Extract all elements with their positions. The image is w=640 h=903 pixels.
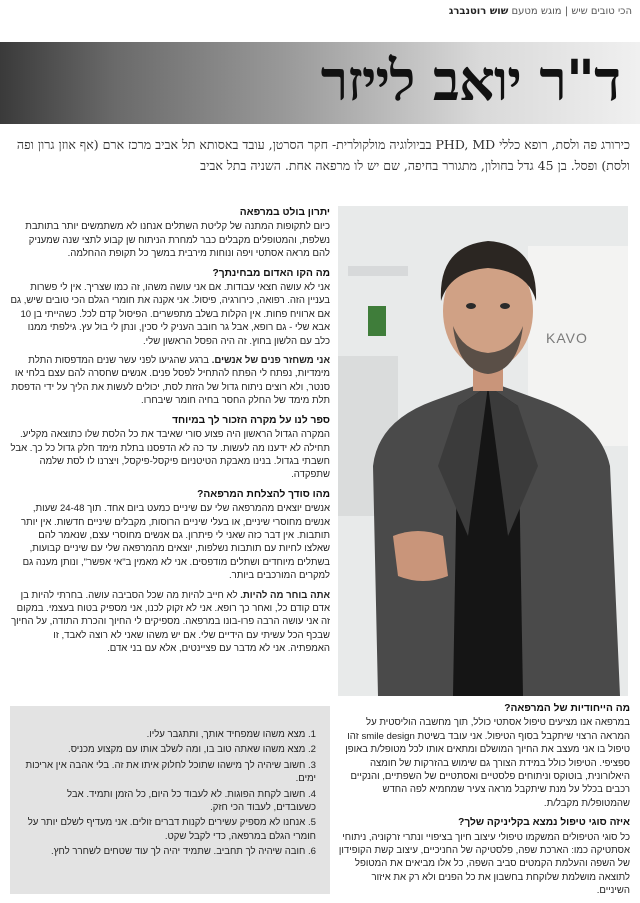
section-text: ברגע שהגיעו לפני עשר שנים המדפסות התלת מימדיות, נפתח לי הפתח להתחיל לפסל פנים. אנשים שחסרה להם עצם בלחי או סנטר, ולא רוצים ניתוח גדול של הזזת לסת, יכולים לעשות את הליך על ידי הדפסת תלת מימד של החלק החסר בחיה חומר שיבחרו. <box>11 355 330 407</box>
tip-item: 4. חשוב לקחת הפוגות. לא לעבוד כל היום, כל הזמן ותמיד. אבל כשעובדים, לעבוד הכי חזק. <box>67 788 316 814</box>
section-heading: מה הקו האדום מבחינתך? <box>212 267 330 279</box>
tip-item: 6. חובה שיהיה לך תחביב. שתמיד יהיה לך עוד שטחים לשחרר לחץ. <box>51 846 316 858</box>
series-label <box>449 6 632 17</box>
section-text: כיום לתקופות המתנה של קליטת השתלים אנחנו לא משתמשים יותר בתותבת נשלפת, והמטופלים מקבלים כבר למחרת הניתוח שן קבוע לתצי שנה שמעניק להם מראה אסתטי ויפה ונוחות מירבית במשך כל תקופת ההחלמה. <box>25 221 330 260</box>
section-text: כל סוגי הטיפולים המשקמו טיפולי עיצוב חיוך בציפויי ונתרי זרקוניה, ניתוחי אסתטיקה כמו: הארכת שפה, פלסטיקה של החניכיים, עיצוב קשת הקופידון של השפה והעלמת הקמטים סביב השפה, כל אלו מביאים את המטופל לתוצאה מושלמת שלוקחת בחשבון את כל הפנים ולא רק את איזור השיניים. <box>338 831 630 897</box>
section-text: במרפאה אנו מציעים טיפול אסתטי כולל, תוך מחשבה הוליסטית על המראה הרצוי שיתקבל בסוף הטיפול. אני עובד בשיטת smile design זהו טיפול בו אני מעצב את החיוך המושלם ומתאים אותו לכל מטופל/ת באופן ספציפי. הטיפול כולל במידת הצורך גם שימוש בהזרקות של חומצה היאלורונית, בוטוקס וניתוחים פלסטיים ואסתטיים של השפתיים, והנקיים רכבים בכלל על מנת שיתקבל מראה צעיר שמחמיא לפה החדש שהמטופל/ת מקבל/ת. <box>345 717 630 809</box>
section-heading: ספר לנו על מקרה הזכור לך במיוחד <box>172 414 330 426</box>
tip-item: 1. מצא משהו שמפחיד אותך, ותתגבר עליו. <box>146 729 316 740</box>
page-title: ד"ר יואב לייזר <box>320 48 620 114</box>
section-paragraph <box>10 354 330 408</box>
section-lead: אתה בוחר מה להיות. <box>240 589 330 601</box>
article-left-column <box>10 206 330 658</box>
tip-item: 3. חשוב שיהיה לך מישהו שתוכל לחלוק איתו את זה. בלי אהבה אין אריכות ימים. <box>25 759 316 785</box>
section-heading: מה הייחודיות של המרפאה? <box>504 703 630 714</box>
section-heading: מהו סודך להצלחת המרפאה? <box>197 488 330 500</box>
section-paragraph <box>10 589 330 656</box>
section-heading: יתרון בולט במרפאה <box>239 207 330 218</box>
series-prefix: הכי טובים שיש | מוגש מטעם <box>511 6 632 17</box>
article-right-column <box>338 702 630 900</box>
tips-list <box>22 728 316 859</box>
section-heading: איזה סוגי טיפול נמצא בקליניקה שלך? <box>458 817 630 829</box>
section-text: אני לא עושה חצאי עבודות. אם אני עושה משהו, זה כמו שצריך. אין לי פשרות בעניין הזה. רפואה, כירורגיה, פיסול. אני אקנה את חומרי הגלם הכי טובים שיש, גם אם ארוויח פחות. אין הקלות בשלב מתפשרים. הפיסול קדם לכל. כשהייתי בן 10 אבא שלי - גם רופא, אבל גר חובב העניק לי סכין, ונתן לי בול עץ. גילפתי ממנו כלב עם הלשון בחוץ. זה היה הפסל הראשון שלי. <box>10 282 330 347</box>
section-text: המקרה הגדול הראשון היה פצוע סורי שאיבד את כל הלסת שלו כתוצאה מקליע. תחילה לא ידענו מה לעשות. עד כה לא הדפסנו בתלת מימד חלק גדול כל כך. אבל חשבתי בגדול. בנינו מאבקת הטיטניום פיקסל-פיקסל, ויצרנו לו לסת שלמה שתפקדה. <box>10 429 330 481</box>
series-brand: שוש רוטנברג <box>448 6 509 17</box>
title-banner <box>0 42 640 124</box>
section-lead: אני משחזר פנים של אנשים. <box>211 355 330 367</box>
portrait-illustration <box>338 206 628 696</box>
series-header <box>0 4 640 24</box>
tip-item: 5. אנחנו לא מספיק עשירים לקנות דברים זולים. אני מעדיף לשלם יותר על חומרי הגלם במרפאה, כדי לקבל שקט. <box>27 817 316 842</box>
section-text: אנשים יוצאים מהמרפאה שלי עם שיניים כמעט ביום אחד. תוך 24-48 שעות, אנשים מחוסרי שיניים, או בעלי שיניים הרוסות, מקבלים שיניים חדשות. אין יותר תותבות. אין דבר כזה שאני לי פיתרון. גם אנשים מחוסרי עצם, שנאמר להם שאלצו לחיות עם תותבות נשלפות, יוצאים מהמרפאה שלי עם שיניים קבועות, בשתלים מיוחדים ושתלים מודפסים. אני לא מאמין ב"אי אפשר", ונותן מענה גם למקרים המורכבים ביותר. <box>20 503 330 582</box>
deck-text: כירורג פה ולסת, רופא כללי PHD, MD בביולוגיה מולקולרית- חקר הסרטן, עובד באסותא תל אביב מרכז ארם (אף אוזן גרון ופה ולסת) ופסל. בן 45 גדל בחולון, מתגורר בחיפה, שם יש לו מרפאה אחת. השניה בתל אביב <box>16 137 630 173</box>
portrait-photo <box>338 206 628 696</box>
section-text: לא חייב להיות מה שכל הסביבה עושה. בחרתי להיות בן אדם קודם כל, ואחר כך רופא. אני לא זקוק לכנו, אני מספיק בטוח בעצמי. במקום זה אני עושה הרבה פרו-בונו במרפאה. מספיקים לי החיוך והכרת התודה, על החיוך שבכף הכל עשיתי עם הידיים שלי. אם יש משהו שאני לא רוצה לאבד, זו האמפתיה. אני לא מדבר עם פציינטים, אלא עם בני אדם. <box>11 589 330 655</box>
tips-box <box>10 706 330 894</box>
tip-item: 2. מצא משהו שאתה טוב בו, ומה לשלב אותו עם מקצוע מכניס. <box>68 744 316 756</box>
photo-brand-mark: KAVO <box>546 330 588 346</box>
deck-paragraph <box>10 134 630 176</box>
